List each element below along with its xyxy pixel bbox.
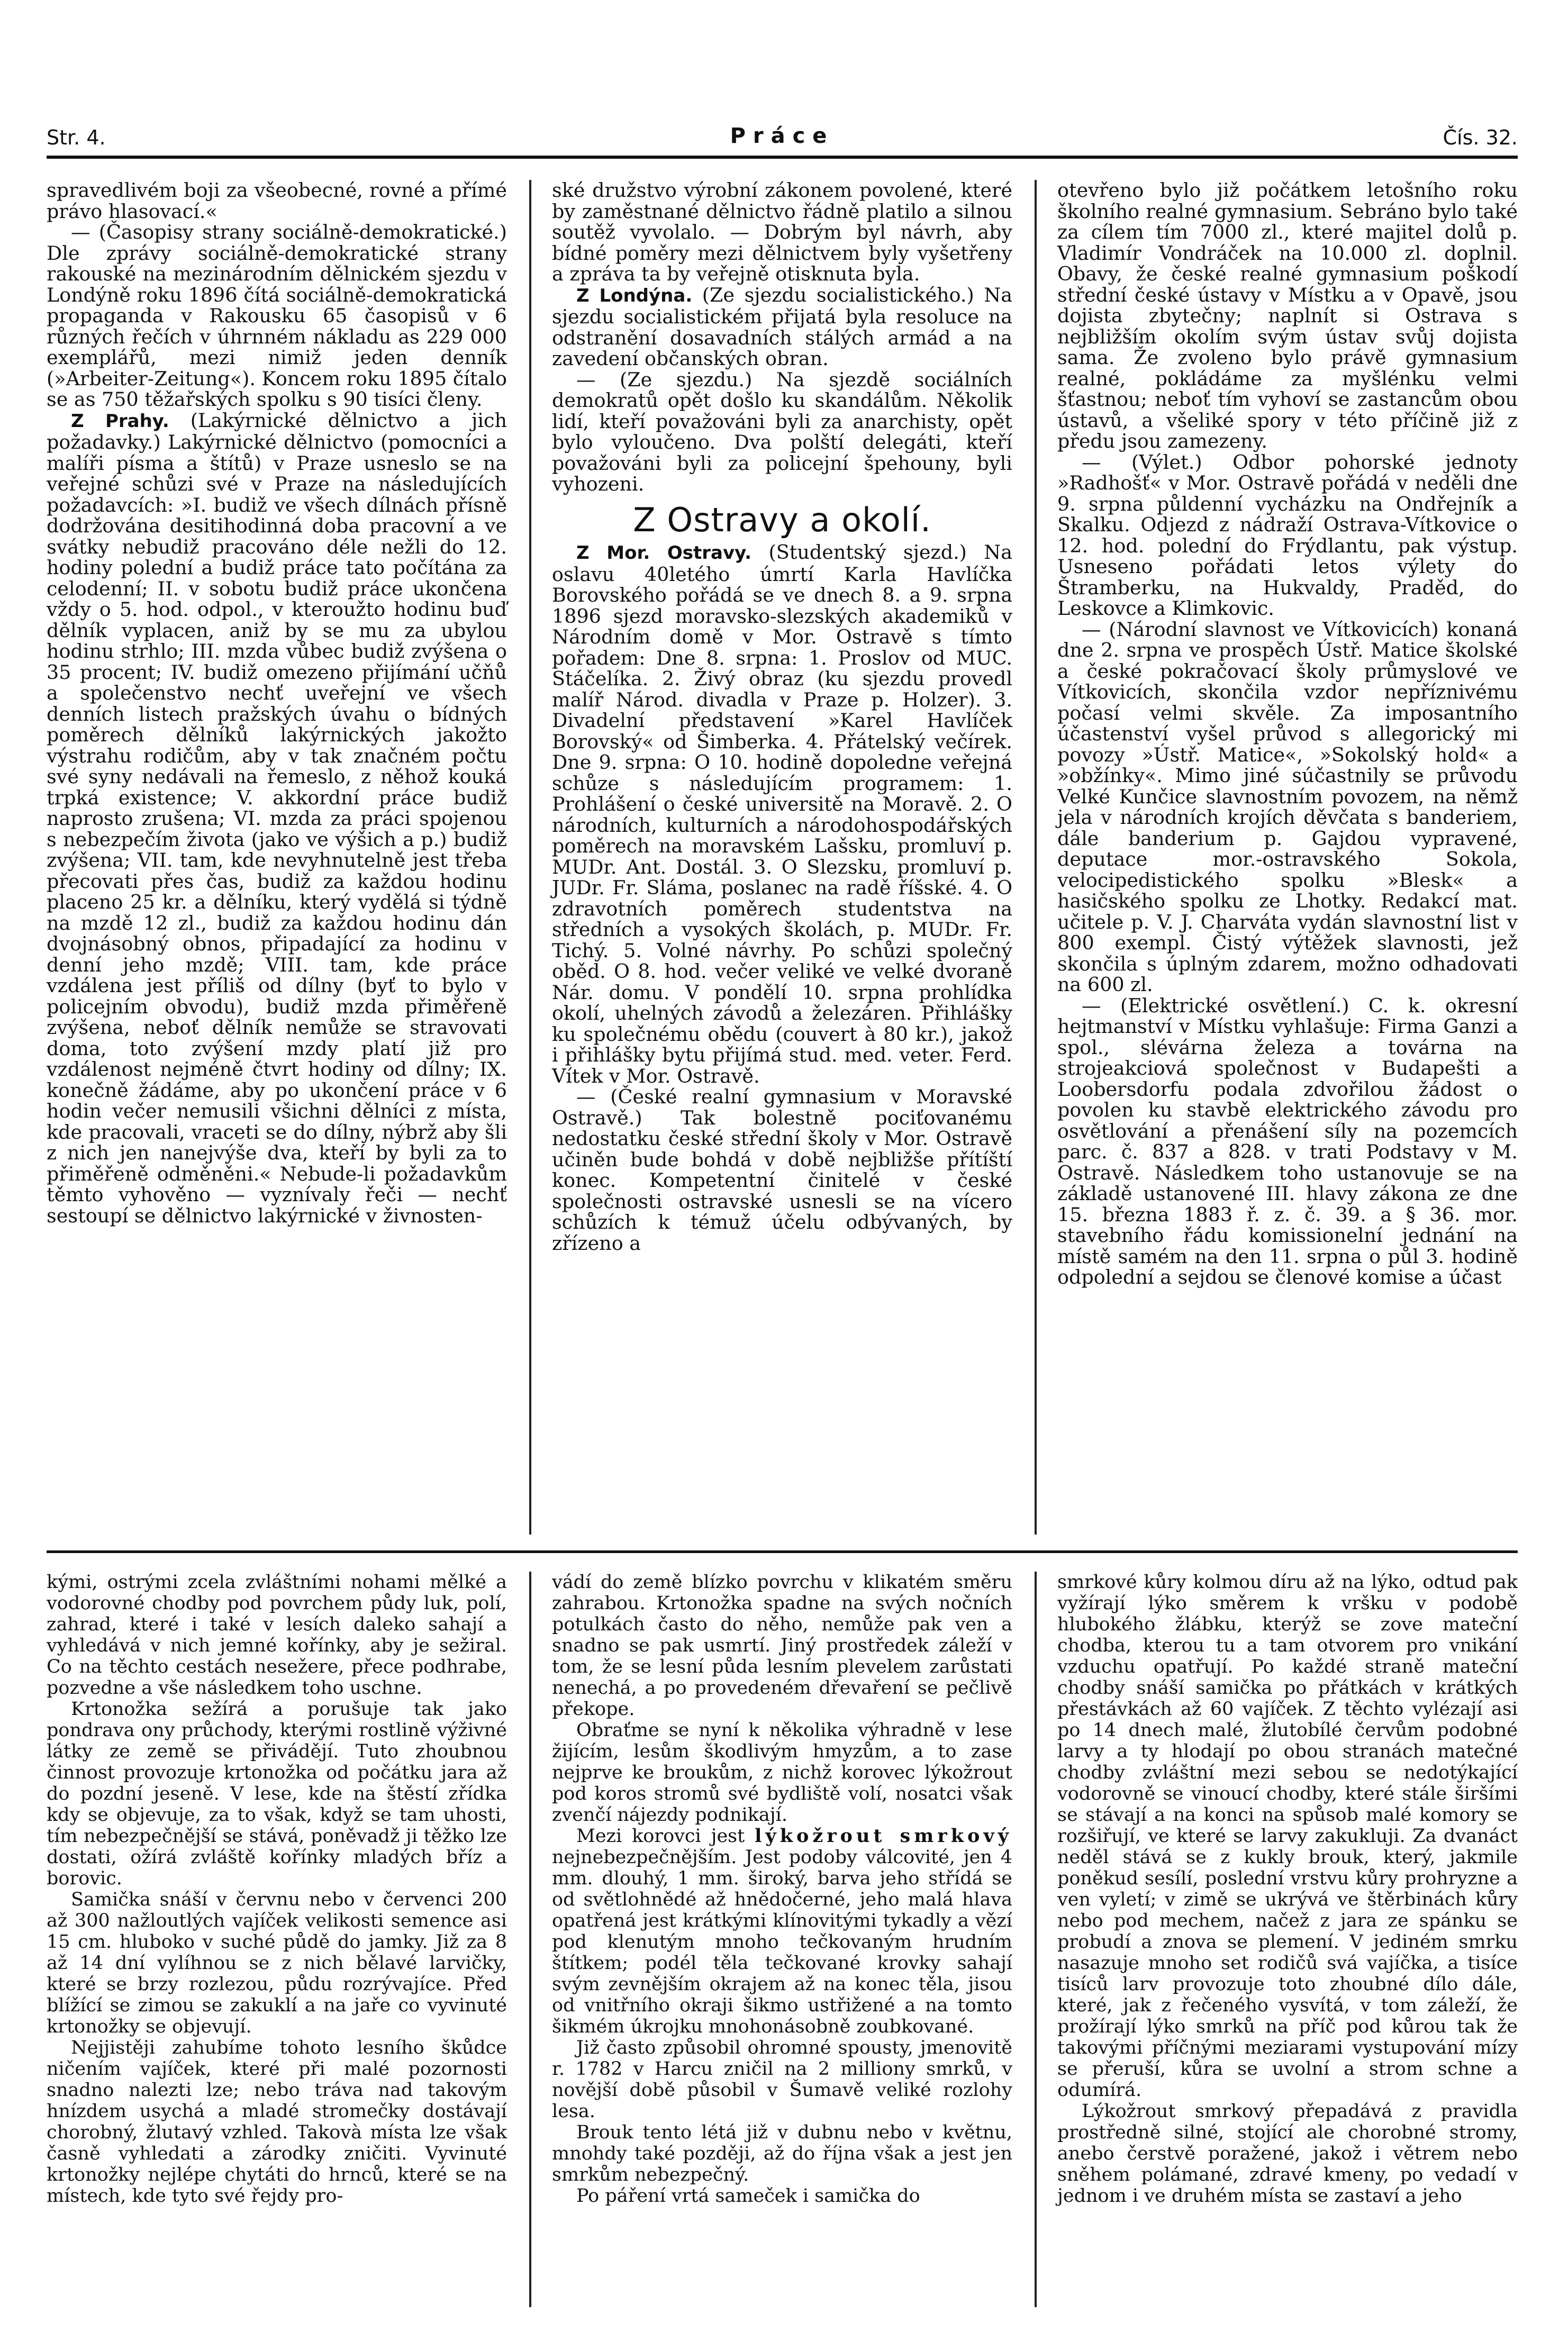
paragraph-text: spravedlivém boji za všeobecné, rovné a přímé právo hlasovací.«: [47, 179, 507, 223]
paragraph: [552, 369, 1012, 495]
paragraph-text: Samička snáší v červnu nebo v červenci 200 až 300 nažloutlých vajíček velikosti semence asi 15 cm. hluboko v suché půdě do jamky. Již za 8 až 14 dní vylíhnou se z nich bělavé larvičky, které se brzy rozlezou, půdu rozrývajíce. Před blížící se zimou se zakuklí a na jaře co vyvinuté krtonožky se objevují.: [47, 1889, 507, 2037]
paragraph: [47, 1699, 507, 1889]
paragraph: [47, 1889, 507, 2037]
paragraph: [47, 2037, 507, 2207]
paragraph: [1057, 2101, 1518, 2207]
column-divider: [529, 180, 531, 1535]
paragraph-text: (Ze sjezdu socialistického.) Na sjezdu socialistickém přijatá byla resoluce na odstranění dosavadních stálých armád a na zavedení občanských obran.: [552, 283, 1012, 370]
paragraph: [47, 180, 507, 222]
paragraph: [552, 2037, 1012, 2122]
paragraph-text: Lýkožrout smrkový přepadává z pravidla prostředně silné, stojící ale chorobné stromy, anebo čerstvě poražené, jakož i větrem nebo sněhem polámané, zdravé kmeny, po vedadí v jednom i ve druhém místa se zastaví a jeho: [1057, 2101, 1518, 2207]
newspaper-title: Práce: [730, 124, 835, 148]
paragraph-text: otevřeno bylo již počátkem letošního roku školního realné gymnasium. Sebráno bylo také za cílem tím 7000 zl., které majitel dolů p. Vladimír Vondráček na 10.000 zl. doplnil. Obavy, že české realné gymnasium poškodí střední české ústavy v Místku a v Opavě, jsou dojista zbytečny; naplnít si Ostrava s nejbližším okolím svým ústav svůj dojista sama. Že zvoleno bylo právě gymnasium realné, pokládáme za myšlénku velmi šťastnou; neboť tím vyhoví se zastancům obou ústavů, a všeliké spory v této příčině již z předu jsou zamezeny.: [1057, 179, 1518, 452]
paragraph: [1057, 452, 1518, 619]
paragraph-text: — (Výlet.) Odbor pohorské jednoty »Radhošť« v Mor. Ostravě pořádá v neděli dne 9. srpna půldenní vycházku na Ondřejník a Skalku. Odjezd z nádraží Ostrava-Vítkovice o 12. hod. polední do Frýdlantu, pak výstup. Usneseno pořádati letos výlety do Štramberku, na Hukvaldy, Praděd, do Leskovce a Klimkovic.: [1057, 450, 1518, 620]
lower-column-2: [552, 1572, 1012, 2207]
paragraph: [552, 2122, 1012, 2185]
paragraph-text: — (Národní slavnost ve Vítkovicích) konaná dne 2. srpna ve prospěch Ústř. Matice školské a české pokračovací školy průmyslové ve Vítkovicích, skončila vzdor nepříznivému počasí velmi skvěle. Za imposantního účastenství vyšel průvod s allegorický mi povozy »Ústř. Matice«, »Sokolský hold« a »obžínky«. Mimo jiné súčastnily se průvodu Velké Kunčice slavnostním povozem, na němž jela v národních krojích děvčata s banderiem, dále banderium p. Gajdou vypravené, deputace mor.-ostravského Sokola, velocipedistického spolku »Blesk« a hasičského spolku ze Lhotky. Redakcí mat. učitele p. V. J. Charváta vydán slavnostní list v 800 exempl. Čistý výtěžek slavnosti, jež skončila s úplným zdarem, možno odhadovati na 600 zl.: [1057, 618, 1518, 996]
paragraph-text: (Studentský sjezd.) Na oslavu 40letého úmrtí Karla Havlíčka Borovského pořádá se ve dnech 8. a 9. srpna 1896 sjezd moravsko-slezských akademiků v Národním domě v Mor. Ostravě s tímto pořadem: Dne 8. srpna: 1. Proslov od MUC. Stáčelíka. 2. Živý obraz (ku sjezdu provedl malíř Národ. divadla v Praze p. Holzer). 3. Divadelní představení »Karel Havlíček Borovský« od Šimberka. 4. Přátelský večírek. Dne 9. srpna: O 10. hodině dopoledne veřejná schůze s následujícím programem: 1. Prohlášení o české universitě na Moravě. 2. O národních, kulturních a národohospodářských poměrech na moravském Lašsku, promluví p. MUDr. Ant. Dostál. 3. O Slezsku, promluví p. JUDr. Fr. Sláma, poslanec na radě říšské. 4. O zdravotních poměrech studentstva na středních a vysokých školách, p. MUDr. Fr. Tichý. 5. Volné návrhy. Po schůzi společný oběd. O 8. hod. večer veliké ve velké dvoraně Nár. domu. V pondělí 10. srpna prohlídka okolí, uhelných závodů a železáren. Přihlášky ku společnému obědu (couvert à 80 kr.), jakož i přihlášky bytu přijímá stud. med. veter. Ferd. Vítek v Mor. Ostravě.: [552, 541, 1012, 1087]
feuilleton-rule: [47, 1550, 1518, 1553]
place-heading: Z Prahy.: [71, 410, 169, 432]
paragraph: [47, 222, 507, 410]
paragraph-text: smrkové kůry kolmou díru až na lýko, odtud pak vyžírají lýko směrem k vršku v podobě hlubokého žlábku, kterýž se zove mateční chodba, kterou tu a tam otvorem pro vnikání vzduchu opatřují. Po každé straně mateční chodby snáší samička po přátkách v krátkých přestávkách až 60 vajíček. Z těchto vylézají asi po 14 dnech malé, žlutobílé červům podobné larvy a ty hlodají po obou stranách matečné chodby zvláštní mezi sebou se nedotýkající vodorovně se vinoucí chodby, které stále širšími se stávají a na konci na spůsob malé komory se rozšiřují, ve které se larvy zakukluji. Za dvanáct neděl stává se z kukly brouk, který, jakmile poněkud sesílí, poslední vrstvu kůry prohryzne a ven vyletí; v zimě se ukrývá ve štěrbinách kůry nebo pod mechem, načež z jara ze spánku se probudí a znova se plemení. V jediném smrku nasazuje mnoho set rodičů svá vajíčka, a tisíce tisíců larv provozuje toto zhoubné dílo dále, které, jak z řečeného vysvítá, v tom záleží, že prožírají lýko smrků na příč pod kůrou tak že takovými příčnými meziarami vystupování mízy se přeruší, kůra se uvolní a strom schne a odumírá.: [1057, 1572, 1518, 2101]
paragraph: [47, 410, 507, 1227]
column-divider: [1035, 180, 1037, 1535]
paragraph: [552, 1826, 1012, 2037]
paragraph-text: vádí do země blízko povrchu v klikatém směru zahrabou. Krtonožka spadne na svých nočních potulkách často do něho, nemůže pak ven a snadno se pak usmrtí. Jiný prostředek záleží v tom, že se lesní půda lesním plevelem zarůstati nenechá, a po provedeném dřevaření se pečlivě překope.: [552, 1572, 1012, 1720]
newspaper-page: [47, 122, 1518, 2312]
paragraph: [552, 2185, 1012, 2207]
paragraph-text: Krtonožka sežírá a porušuje tak jako pondrava ony průchody, kterými rostlině výživné látky ze země se přivádějí. Tuto zhoubnou činnost provozuje krtonožka od počátku jara až do pozdní jeseně. V lese, kde na štěstí zřídka kdy se objevuje, za to však, když se tam uhosti, tím nebezpečnější se stává, poněvadž ji těžko lze dostati, ožírá zvláště kořínky mladých bříz a borovic.: [47, 1699, 507, 1889]
paragraph-text: — (Časopisy strany sociálně-demokratické.) Dle zprávy sociálně-demokratické strany rakouské na mezinárodním dělnickém sjezdu v Londýně roku 1896 čítá sociálně-demokratická propaganda v Rakousku 65 časopisů v 6 různých řečích v úhrnném nákladu as 229 000 exemplářů, mezi nimiž jeden denník (»Arbeiter-Zeitung«). Koncem roku 1895 čítalo se as 750 těžařských spolku s 90 tisíci členy.: [47, 221, 507, 411]
paragraph-text: Mezi korovci jest: [576, 1826, 755, 1847]
place-heading: Z Londýna.: [576, 285, 693, 306]
paragraph-text: Brouk tento létá již v dubnu nebo v květnu, mnohdy také později, až do října však a jest jen smrkům nebezpečný.: [552, 2122, 1012, 2185]
paragraph-text: — (Elektrické osvětlení.) C. k. okresní hejtmanství v Místku vyhlašuje: Firma Ganzi a spol., slévárna železa a továrna na strojeakciová společnost v Budapešti a Loobersdorfu podala zdvořilou žádost o povolen ku stavbě elektrického závodu pro osvětlování a přenášení síly na pozemcích parc. č. 837 a 828. v trati Podstavy v M. Ostravě. Následkem toho ustanovuje se na základě ustanovené III. hlavy zákona ze dne 15. března 1883 ř. z. č. 39. a § 36. mor. stavebního řádu komissionelní jednání na místě samém na den 11. srpna o půl 3. hodině odpolední a sejdou se členové komise a účast: [1057, 994, 1518, 1289]
paragraph-text: (Lakýrnické dělnictvo a jich požadavky.) Lakýrnické dělnictvo (pomocníci a malíři písma a štítů) v Praze usneslo se na veřejné schůzi své v Praze na následujících požadavcích: »I. budiž ve všech dílnách přísně dodržována desitihodinná doba pracovní a ve svátky nebudiž pracováno déle nežli do 12. hodiny polední a budiž práce tato počítána za celodenní; II. v sobotu budiž práce ukončena vždy o 5. hod. odpol., v kteroužto hodinu buď dělník vyplacen, aniž by se mu za ubylou hodinu strhlo; III. mzda vůbec budiž zvýšena o 35 procent; IV. budiž omezeno přijímání učňů a společenstvo nechť uveřejní ve všech denních listech pražských úvahu o bídných poměrech dělníků lakýrnických jakožto výstrahu rodičům, aby v tak značném počtu své syny nedávali na řemeslo, z něhož kouká trpká existence; V. akkordní práce budiž naprosto zrušena; VI. mzda za práci spojenou s nebezpečím života (jako ve výšich a p.) budiž zvýšena; VII. tam, kde nevyhnutelně jest třeba přecovati přes čas, budiž za každou hodinu placeno 25 kr. a dělníku, který vydělá si týdně na mzdě 12 zl., budiž za každou hodinu dán dvojnásobný obnos, připadající za hodinu v denní jeho mzdě; VIII. tam, kde práce vzdálena jest příliš od dílny (byť to bylo v policejním obvodu), budiž mzda přiměřeně zvýšena, neboť dělník nemůže se stravovati doma, toto zvýšení mzdy platí již pro vzdálenost nejméně čtvrt hodiny od dílny; IX. konečně žádáme, aby po ukončení práce v 6 hodin večer nemusili všichni dělníci z místa, kde pracovali, vraceti se do dílny, nýbrž aby šli z nich jen nanejvýše dva, kteří by byli za to přiměřeně odměněni.« Nebude-li požadavkům těmto vyhověno — vyznívaly řeči — nechť sestoupí se dělnictvo lakýrnické v živnosten-: [47, 409, 507, 1227]
paragraph: [1057, 1572, 1518, 2101]
paragraph: [552, 285, 1012, 369]
paragraph-text: Již často způsobil ohromné spousty, jmenovitě r. 1782 v Harcu zničil na 2 milliony smrků, v novější době působil v Šumavě veliké rozlohy lesa.: [552, 2037, 1012, 2122]
page-header: [47, 122, 1518, 153]
paragraph-text: Nejjistěji zahubíme tohoto lesního škůdce ničením vajíček, které při malé pozornosti snadno nalezti lze; nebo tráva nad takovým hnízdem usychá a mladé stromečky dostávají chorobný, žlutavý vzhled. Takovà místa lze však časně vyhledati a zárodky zničiti. Vyvinuté krtonožky nejlépe chytáti do hrnců, které se na místech, kde tyto své řejdy pro-: [47, 2037, 507, 2207]
paragraph-text: — (České realní gymnasium v Moravské Ostravě.) Tak bolestně pociťovanému nedostatku české střední školy v Mor. Ostravě učiněn bude bohdá v době nejbližše přítíští konec. Kompetentní činitelé v české společnosti ostravské usnesli se na vícero schůzích k témuž účelu odbývaných, by zřízeno a: [552, 1085, 1012, 1255]
spaced-term: lýkožrout smrkový: [755, 1825, 1012, 1847]
upper-column-3: [1057, 180, 1518, 1288]
paragraph-text: ské družstvo výrobní zákonem povolené, které by zaměstnané dělnictvo řádně platilo a silnou soutěž vyvolalo. — Dobrým byl návrh, aby bídné poměry mezi dělnictvem byly vyšetřeny a zpráva ta by veřejně otisknuta byla.: [552, 179, 1012, 285]
paragraph-text: Po páření vrtá sameček i samička do: [576, 2185, 920, 2207]
paragraph: [552, 180, 1012, 285]
lower-column-1: [47, 1572, 507, 2207]
ostrava-news: [552, 542, 1012, 1254]
section-title: Z Ostravy a okolí.: [633, 500, 931, 539]
upper-column-2: [552, 180, 1012, 1254]
place-heading: Z Mor. Ostravy.: [576, 542, 752, 564]
paragraph: [1057, 619, 1518, 995]
paragraph-text: nejnebezpečnějším. Jest podoby válcovité, jen 4 mm. dlouhý, 1 mm. široký, barva jeho střídá se od světlohnědé až hnědočerné, jeho malá hlava opatřená jest krátkými klínovitými tykadly a vězí pod klenutým mnoho tečkovaným hrudním štítkem; podél těla tečkované krovky sahají svým zevnějším okrajem až na konec těla, jisou od vnitřního okraji šikmo ustřižené a na tomto šikmém úkrojku mnohonásobně zoubkované.: [552, 1847, 1012, 2037]
paragraph: [1057, 995, 1518, 1288]
page-number: Str. 4.: [47, 126, 106, 149]
upper-column-1: [47, 180, 507, 1226]
issue-number: Čís. 32.: [1443, 126, 1518, 149]
column-divider: [1035, 1572, 1037, 2307]
paragraph: [552, 1572, 1012, 1720]
lower-column-3: [1057, 1572, 1518, 2207]
paragraph-text: Obraťme se nyní k několika výhradně v lese žijícím, lesům škodlivým hmyzům, a to zase nejprve ke broukům, z nichž korovec lýkožrout pod koros stromů své bydliště volí, nosatci však zvenčí nájezdy podnikají.: [552, 1720, 1012, 1826]
paragraph: [552, 542, 1012, 1086]
london-news: [552, 180, 1012, 495]
paragraph-text: kými, ostrými zcela zvláštními nohami mělké a vodorovné chodby pod povrchem půdy luk, polí, zahrad, které i také v lesích daleko sahají a vyhledává v nich jemné kořínky, aby je sežiral. Co na těchto cestách nesežere, přece podhrabe, pozvedne a vše následkem toho uschne.: [47, 1572, 507, 1699]
column-divider: [529, 1572, 531, 2307]
header-rule: [47, 156, 1518, 159]
paragraph: [552, 1720, 1012, 1826]
paragraph: [47, 1572, 507, 1699]
paragraph-text: — (Ze sjezdu.) Na sjezdě sociálních demokratů opět došlo ku skandálům. Několik lidí, kteří považováni byli za anarchisty, opět bylo vyloučeno. Dva polští delegáti, kteří považováni byli za policejní špehouny, byli vyhozeni.: [552, 368, 1012, 495]
paragraph: [552, 1086, 1012, 1254]
paragraph: [1057, 180, 1518, 452]
